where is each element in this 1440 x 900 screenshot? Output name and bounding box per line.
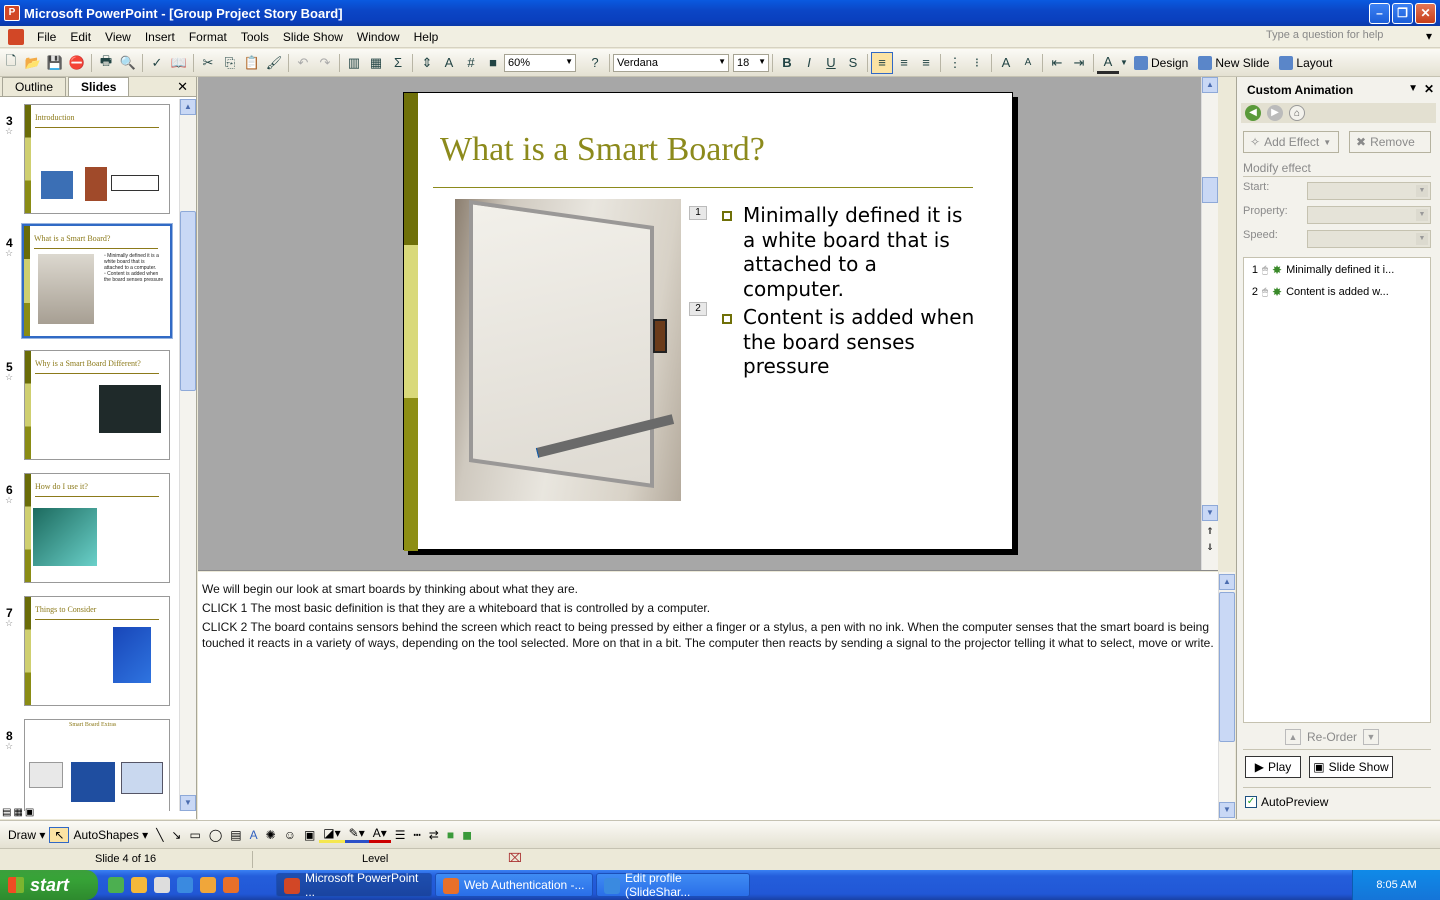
permission-icon[interactable]: ⛔ (68, 54, 86, 70)
notes-paragraph: CLICK 2 The board contains sensors behind the screen which react to being pressed by either a finger or a stylus, a pen with no ink. When the computer senses that the smart board is being touched it reacts in a variety of ways, depending on the tool selected. More on that in a bit. The computer then reacts by sending a signal to the projector telling it what to select, move or write. (202, 620, 1214, 650)
pane-tabs (0, 77, 196, 97)
internet-explorer-icon[interactable] (177, 877, 193, 893)
level-label: Level (362, 853, 389, 865)
thumbnail-image (24, 104, 170, 214)
notes-paragraph: CLICK 1 The most basic definition is that they are a whiteboard that is controlled by a computer. (202, 601, 711, 615)
menu-slide-show[interactable]: Slide Show (282, 29, 343, 44)
system-tray (1352, 870, 1440, 900)
close-button[interactable]: ✕ (1415, 3, 1436, 24)
menu-window[interactable]: Window (356, 29, 400, 44)
add-effect-icon: ✧ (1250, 135, 1261, 149)
animation-star-icon: ☆ (5, 372, 14, 382)
tab-slides[interactable]: Slides (68, 77, 129, 96)
checkbox-checked-icon[interactable]: ✓ (1246, 796, 1256, 807)
font-color-dropdown-icon[interactable]: ▼ (1120, 58, 1128, 67)
animation-tag: 2 (689, 302, 707, 316)
shadow-button[interactable]: S (848, 55, 858, 70)
separator (339, 54, 340, 72)
scrollbar-thumb[interactable] (1202, 177, 1218, 203)
slide-number: 8 (6, 729, 13, 743)
separator (772, 54, 773, 72)
effect-star-icon: ✸ (1272, 285, 1283, 299)
separator (142, 54, 143, 72)
menu-format[interactable]: Format (188, 29, 227, 44)
animation-order: 2 (1251, 286, 1258, 298)
italic-button[interactable]: I (807, 55, 811, 70)
firefox-icon (443, 878, 459, 894)
speed-label: Speed: (1243, 229, 1278, 241)
bullet-text[interactable]: Minimally defined it is a white board that is attached to a computer. (743, 203, 963, 301)
slide-show-button[interactable]: ▣ Slide Show (1309, 756, 1393, 778)
select-objects-icon[interactable]: ↖ (49, 827, 69, 843)
move-down-icon[interactable]: ▼ (1363, 729, 1379, 745)
slide-title[interactable]: What is a Smart Board? (440, 131, 765, 168)
picture-icon[interactable]: ▣ (303, 827, 316, 842)
current-slide[interactable] (403, 92, 1013, 550)
title-divider (433, 187, 973, 188)
animation-tag: 1 (689, 206, 707, 220)
thumbnail-title: Why is a Smart Board Different? (35, 359, 141, 368)
animation-star-icon: ☆ (5, 741, 14, 751)
menu-insert[interactable]: Insert (144, 29, 175, 44)
quick-launch (108, 877, 239, 893)
bullet-text[interactable]: Content is added when the board senses pressure (743, 305, 975, 378)
back-icon[interactable]: ◀ (1245, 105, 1261, 121)
scrollbar-thumb[interactable] (1219, 592, 1235, 742)
decrease-indent-icon[interactable]: ⇤ (1051, 54, 1063, 70)
decrease-font-icon[interactable]: A (1024, 57, 1032, 68)
separator (1042, 54, 1043, 72)
notes-paragraph: We will begin our look at smart boards by thinking about what they are. (202, 582, 578, 596)
undo-icon[interactable]: ↶ (297, 54, 309, 70)
previous-slide-icon[interactable]: ⇑ (1206, 526, 1214, 536)
desktop-icon[interactable] (108, 877, 124, 893)
slide-editing-area (198, 77, 1218, 571)
insert-chart-icon[interactable]: ▥ (347, 54, 361, 70)
slide-thumbnail-list (0, 99, 180, 811)
show-grid-icon[interactable]: # (467, 55, 475, 70)
window-title: Microsoft PowerPoint - [Group Project Story Board] (24, 5, 343, 21)
spelling-icon[interactable]: ✓ (151, 54, 163, 70)
line-style-icon[interactable]: ☰ (394, 827, 406, 842)
help-search-input[interactable]: Type a question for help (1266, 29, 1384, 41)
taskpane-title: Custom Animation (1247, 83, 1354, 97)
fill-color-icon[interactable]: ◪▾ (319, 826, 344, 843)
taskpane-nav (1241, 103, 1436, 123)
menu-edit[interactable]: Edit (70, 29, 92, 44)
new-slide-icon (1198, 56, 1212, 70)
thumbnail-image (24, 719, 170, 811)
format-painter-icon[interactable]: 🖌 (265, 54, 283, 70)
bullets-icon[interactable]: ⁝ (974, 54, 980, 70)
slide-show-icon: ▣ (1313, 760, 1325, 774)
slide-number: 3 (6, 114, 13, 128)
slide-thumbnail-5[interactable] (0, 350, 180, 462)
thumbnail-image (24, 350, 170, 460)
start-button[interactable]: start (0, 870, 98, 900)
open-icon[interactable]: 📂 (24, 54, 42, 70)
dash-style-icon[interactable]: ┅ (413, 827, 421, 842)
add-effect-button[interactable]: ✧ Add Effect ▼ (1243, 131, 1339, 153)
print-preview-icon[interactable]: 🔍 (119, 54, 137, 70)
separator (193, 54, 194, 72)
separator (940, 54, 941, 72)
design-button[interactable]: Design (1129, 56, 1193, 70)
slide-thumbnail-4[interactable] (0, 226, 180, 338)
textbox-icon[interactable]: ▤ (230, 827, 242, 842)
layout-icon (1279, 56, 1293, 70)
taskbar-item-powerpoint[interactable]: Microsoft PowerPoint ... (276, 873, 432, 897)
underline-button[interactable]: U (826, 55, 836, 70)
close-icon[interactable]: ✕ (1423, 82, 1434, 96)
taskpane-menu-icon[interactable]: ▼ (1408, 83, 1418, 94)
mouse-click-icon: 🖱 (1262, 286, 1268, 298)
line-icon[interactable]: ╲ (156, 827, 164, 842)
diagram-icon[interactable]: ✺ (265, 827, 276, 842)
powerpoint-app-icon[interactable]: P (4, 5, 20, 21)
font-select[interactable]: Verdana ▼ (613, 54, 729, 72)
taskpane-header (1237, 77, 1440, 103)
move-up-icon[interactable]: ▲ (1285, 729, 1301, 745)
layout-button[interactable]: Layout (1274, 56, 1337, 70)
autopreview-label: AutoPreview (1261, 795, 1329, 809)
slides-pane-scrollbar[interactable] (179, 99, 196, 811)
windows-logo-icon (8, 877, 24, 893)
zoom-select[interactable]: 60% ▼ (504, 54, 576, 72)
animation-list (1243, 257, 1431, 723)
autopreview-checkbox[interactable] (1245, 795, 1328, 809)
animation-star-icon: ☆ (5, 126, 14, 136)
thumbnail-image (24, 596, 170, 706)
paste-icon[interactable]: 📋 (243, 54, 261, 70)
animation-star-icon: ☆ (5, 618, 14, 628)
align-center-icon[interactable]: ≡ (900, 55, 908, 70)
scroll-up-icon[interactable]: ▲ (180, 99, 196, 115)
remove-icon: ✖ (1356, 135, 1367, 149)
home-icon[interactable]: ⌂ (1289, 105, 1305, 121)
forward-icon[interactable]: ▶ (1267, 105, 1283, 121)
reorder-label: Re-Order (1307, 730, 1358, 744)
menu-bar (0, 26, 1440, 48)
new-slide-button[interactable]: New Slide (1193, 56, 1274, 70)
slide-scrollbar[interactable] (1201, 77, 1218, 570)
draw-menu-button[interactable]: Draw ▾ (8, 827, 46, 842)
effect-star-icon: ✸ (1272, 263, 1283, 277)
slides-pane (0, 77, 197, 819)
view-buttons[interactable]: ▤▦▣ (2, 807, 37, 818)
separator (91, 54, 92, 72)
line-color-icon[interactable]: ✎▾ (345, 826, 369, 843)
clock[interactable]: 8:05 AM (1376, 879, 1417, 891)
help-dropdown-icon[interactable]: ▾ (1425, 29, 1432, 43)
folder-icon[interactable] (131, 877, 147, 893)
menu-help[interactable]: Help (413, 29, 439, 44)
play-button[interactable]: ▶ Play (1245, 756, 1301, 778)
title-bar (0, 0, 1440, 26)
start-select[interactable]: ▼ (1307, 182, 1431, 200)
help-icon[interactable]: ? (591, 55, 599, 70)
animation-star-icon: ☆ (5, 495, 14, 505)
scroll-up-icon[interactable]: ▲ (1202, 77, 1218, 93)
remove-button[interactable]: ✖ Remove (1349, 131, 1431, 153)
divider (1243, 787, 1431, 788)
color-grayscale-icon[interactable]: ■ (489, 55, 497, 70)
scroll-down-icon[interactable]: ▼ (180, 795, 196, 811)
property-label: Property: (1243, 205, 1288, 217)
align-left-icon[interactable]: ≡ (871, 52, 893, 74)
scroll-down-icon[interactable]: ▼ (1219, 802, 1235, 818)
clip-art-icon[interactable]: ☺ (283, 827, 296, 842)
custom-animation-pane (1236, 77, 1440, 819)
notes-scrollbar[interactable] (1218, 572, 1235, 820)
mouse-click-icon: 🖱 (1262, 264, 1268, 276)
increase-font-icon[interactable]: A (1001, 55, 1011, 70)
3d-style-icon[interactable]: ◼ (462, 827, 473, 842)
wordart-icon[interactable]: A (249, 827, 258, 842)
rectangle-icon[interactable]: ▭ (189, 827, 201, 842)
thumbnail-title: What is a Smart Board? (34, 234, 111, 243)
thumbnail-title: How do I use it? (35, 482, 88, 491)
print-icon[interactable]: 🖶 (99, 52, 113, 68)
taskbar-item-firefox[interactable]: Web Authentication -... (435, 873, 593, 897)
bullet-square-icon (722, 211, 732, 221)
separator (867, 54, 868, 72)
new-icon[interactable]: 🗋 (5, 52, 17, 68)
insert-sum-icon[interactable]: Σ (393, 55, 403, 70)
slide-thumbnail-6[interactable] (0, 473, 180, 585)
slide-thumbnail-3[interactable] (0, 104, 180, 216)
windows-taskbar (0, 870, 1440, 900)
animation-star-icon: ☆ (5, 248, 14, 258)
thumbnail-title: Things to Consider (35, 605, 97, 614)
internet-explorer-icon (604, 878, 620, 894)
tab-outline[interactable]: Outline (2, 77, 66, 96)
scroll-up-icon[interactable]: ▲ (1219, 574, 1235, 590)
menu-view[interactable]: View (105, 29, 131, 44)
speed-select[interactable]: ▼ (1307, 230, 1431, 248)
oval-icon[interactable]: ◯ (208, 827, 223, 842)
divider (1243, 749, 1431, 750)
separator (609, 54, 610, 72)
font-color-icon[interactable]: A▾ (369, 826, 391, 843)
smart-board-photo[interactable] (455, 199, 681, 501)
shadow-style-icon[interactable]: ■ (446, 827, 455, 842)
numbering-icon[interactable]: ⋮ (948, 54, 962, 70)
separator (412, 54, 413, 72)
separator (991, 54, 992, 72)
design-icon (1134, 56, 1148, 70)
animation-label: Content is added w... (1286, 286, 1389, 298)
slide-number: 4 (6, 236, 13, 250)
minimize-button[interactable]: – (1369, 3, 1390, 24)
font-color-icon[interactable]: A (1097, 52, 1119, 74)
standard-toolbar (0, 49, 1440, 77)
spelling-status-icon[interactable]: ⌧ (508, 851, 522, 865)
animation-label: Minimally defined it i... (1286, 264, 1395, 276)
autoshapes-menu-button[interactable]: AutoShapes ▾ (73, 827, 149, 842)
bold-button[interactable]: B (782, 55, 792, 70)
arrow-icon[interactable]: ↘ (171, 827, 182, 842)
animation-order: 1 (1251, 264, 1258, 276)
reorder-controls (1285, 729, 1379, 745)
insert-table-icon[interactable]: ▦ (369, 54, 383, 70)
firefox-icon[interactable] (223, 877, 239, 893)
slide-number: 5 (6, 360, 13, 374)
bullet-square-icon (722, 314, 732, 324)
redo-icon[interactable]: ↷ (319, 54, 331, 70)
animation-item[interactable] (1248, 282, 1428, 302)
scroll-down-icon[interactable]: ▼ (1202, 505, 1218, 521)
next-slide-icon[interactable]: ⇓ (1206, 542, 1214, 552)
scrollbar-thumb[interactable] (180, 211, 196, 391)
drawing-toolbar (0, 807, 1440, 848)
animation-item[interactable] (1248, 260, 1428, 280)
slide-thumbnail-7[interactable] (0, 596, 180, 708)
close-icon[interactable]: ✕ (177, 79, 188, 94)
slide-number: 6 (6, 483, 13, 497)
notes-pane[interactable] (198, 572, 1218, 820)
save-icon[interactable]: 💾 (46, 54, 64, 70)
thumbnail-image: What is a Smart Board? ▫ Minimally defined it is a white board that is attached to a computer. ▫ Content is added when the board senses pressure (22, 224, 172, 338)
slide-thumbnail-8[interactable] (0, 719, 180, 811)
show-formatting-icon[interactable]: A (444, 55, 454, 70)
slide-number: 7 (6, 606, 13, 620)
thumbnail-title: Smart Board Extras (69, 722, 117, 728)
separator (1093, 54, 1094, 72)
font-size-select[interactable]: 18 ▼ (733, 54, 769, 72)
status-bar (0, 848, 1440, 870)
arrow-style-icon[interactable]: ⇄ (428, 827, 439, 842)
powerpoint-icon (284, 878, 300, 894)
expand-all-icon[interactable]: ⇕ (421, 54, 433, 70)
taskbar-item-internet-explorer[interactable]: Edit profile (SlideShar... (596, 873, 750, 897)
separator (252, 851, 253, 868)
restore-button[interactable]: ❐ (1392, 3, 1413, 24)
slide-accent-bar (404, 93, 418, 549)
divider (1243, 176, 1431, 177)
thumbnail-title: Introduction (35, 113, 75, 122)
thumbnail-image (24, 473, 170, 583)
media-player-icon[interactable] (154, 877, 170, 893)
cut-icon[interactable]: ✂ (202, 54, 214, 70)
separator (288, 54, 289, 72)
research-icon[interactable]: 📖 (170, 54, 188, 70)
document-icon[interactable] (8, 29, 24, 45)
increase-indent-icon[interactable]: ⇥ (1073, 54, 1085, 70)
property-select[interactable]: ▼ (1307, 206, 1431, 224)
start-label: Start: (1243, 181, 1270, 193)
play-icon: ▶ (1254, 760, 1264, 774)
menu-tools[interactable]: Tools (240, 29, 269, 44)
menu-file[interactable]: File (37, 29, 57, 44)
align-right-icon[interactable]: ≡ (922, 55, 930, 70)
slide-count: Slide 4 of 16 (95, 853, 157, 865)
modify-effect-label: Modify effect (1243, 161, 1311, 175)
explorer-icon[interactable] (200, 877, 216, 893)
copy-icon[interactable]: ⎘ (224, 54, 236, 70)
